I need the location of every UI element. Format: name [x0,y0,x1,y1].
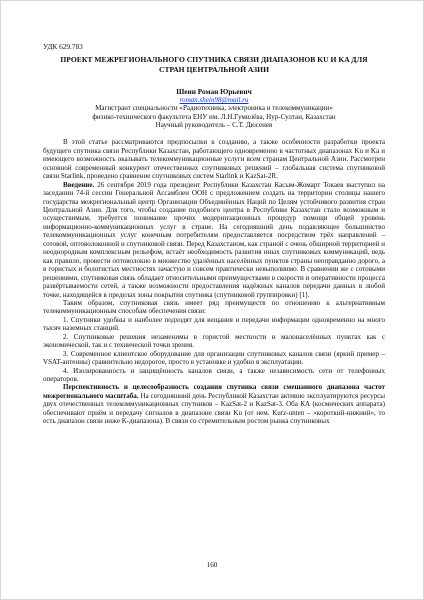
abstract-paragraph: В этой статье рассматриваются предпосылки к созданию, а также особенности разработки проекта будущего спутника связи Республики Казахстан, работающего одновременно в частотных диапазонах Ku и Ka и имеющего возможность оказывать телекоммуникационные услуги всем странам Центральной Азии. Рассмотрен основной современный конкурент отечественных спутниковых решений – глобальная система спутниковой связи Starlink, проведено сравнение спутниковых систем Starlink и KazSat-2R. [43,138,385,181]
prospects-paragraph [43,383,385,425]
introduction-heading: Введение. [63,180,95,189]
article-title: ПРОЕКТ МЕЖРЕГИОНАЛЬНОГО СПУТНИКА СВЯЗИ ДИАПАЗОНОВ KU И KA ДЛЯ СТРАН ЦЕНТРАЛЬНОЙ АЗИИ [60,55,368,74]
prospects-heading: Перспективность и целесообразность создания спутника связи смешанного диапазона частот межрегионального масштаба. [43,383,385,400]
page-number: 160 [206,561,218,569]
author-name: Шеин Роман Юрьевич [176,86,252,96]
advantage-item-2: 2. Спутниковые решения незаменимы в гористой местности и малонаселённых пунктах как с экономической, так и с технической точки зрения. [43,332,385,350]
affiliation-line-2: физико-технического факультета ЕНУ им. Л.Н.Гумилёва, Нур-Султан, Казахстан [92,112,336,121]
introduction-paragraph [43,181,385,299]
advantage-item-3: 3. Современное клиентское оборудование для организации спутниковых каналов связи (яркий пример – VSAT-антенны) сравнительно недорогое, просто в установке и удобно в эксплуатации. [43,349,385,367]
advantage-item-4: 4. Изолированность и защищённость каналов связи, а также независимость сети от телефонных операторов. [43,366,385,384]
supervisor-line: Научный руководитель – С.Т. Дюсенев [155,121,273,130]
author-block [43,88,385,129]
prospects-text: На сегодняшний день Республикой Казахстан активно эксплуатируются ресурсы двух отечественных телекоммуникационных спутников – KazSat-2 и KazSat-3. Оба КА (космических аппарата) обеспечивают приём и передачу сигналов в диапазоне связи Ku (от нем. Kurz-unten – «короткий-нижний», то есть диапазон связи ниже K-диапазона). В связи со стремительным ростом рынка спутниковых [43,391,385,426]
author-email-link[interactable]: roman.shein98@mail.ru [179,96,249,105]
introduction-text: 26 сентября 2019 года президент Республики Казахстан Касым-Жомарт Токаев выступил на заседании 74-й сессии Генеральной Ассамблеи ООН с предложением создать на территории столицы нашего государства межрегиональный центр Организации Объединённых Наций по Целям устойчивого развития стран Центральной Азии. Для того, чтобы создание подобного центра в Республике Казахстан стало возможным и осуществимым, требуется понимание прочих модернизационных процедур помощи общей уровень информационно-коммуникационных услуг в стране. На сегодняшний день подавляющее большинство телекоммуникационных услуг конечным потребителям предоставляется посредством трёх направлений – сотовой, оптоволоконной и спутниковой связи. Перед Казахстаном, как страной с очень обширной территорией и неоднородным комплексным рельефом, встаёт необходимость развития иных спутниковых коммуникаций, ведь как правило, провести оптоволокно в множество удалённых населённых пунктов страны неоправданно дорого, а в гористых и болотистых местностях зачастую и совсем практически невыполнимо. В сравнении же с сотовыми решениями, спутниковая связь обладает относительными преимуществами в скорости и оперативности процесса развёртываемости сетей, а также возможности предоставления надёжных каналов передачи данных в любой точке, находящейся в пределах зоны покрытия спутника (спутниковой группировки) [1]. [43,180,385,299]
page-content [43,43,385,426]
udc-code: УДК 629.783 [43,42,83,51]
advantages-intro-paragraph: Таким образом, спутниковая связь имеет ряд преимуществ по отношению к альтернативным телекоммуникационным способам обеспечения связи: [43,298,385,316]
affiliation-line-1: Магистрант специальности «Радиотехника, электроника и телекоммуникации» [95,104,333,113]
advantage-item-1: 1. Спутники удобны и наиболее подходят для вещания и передачи информации одновременно на много тысяч наземных станций. [43,315,385,333]
